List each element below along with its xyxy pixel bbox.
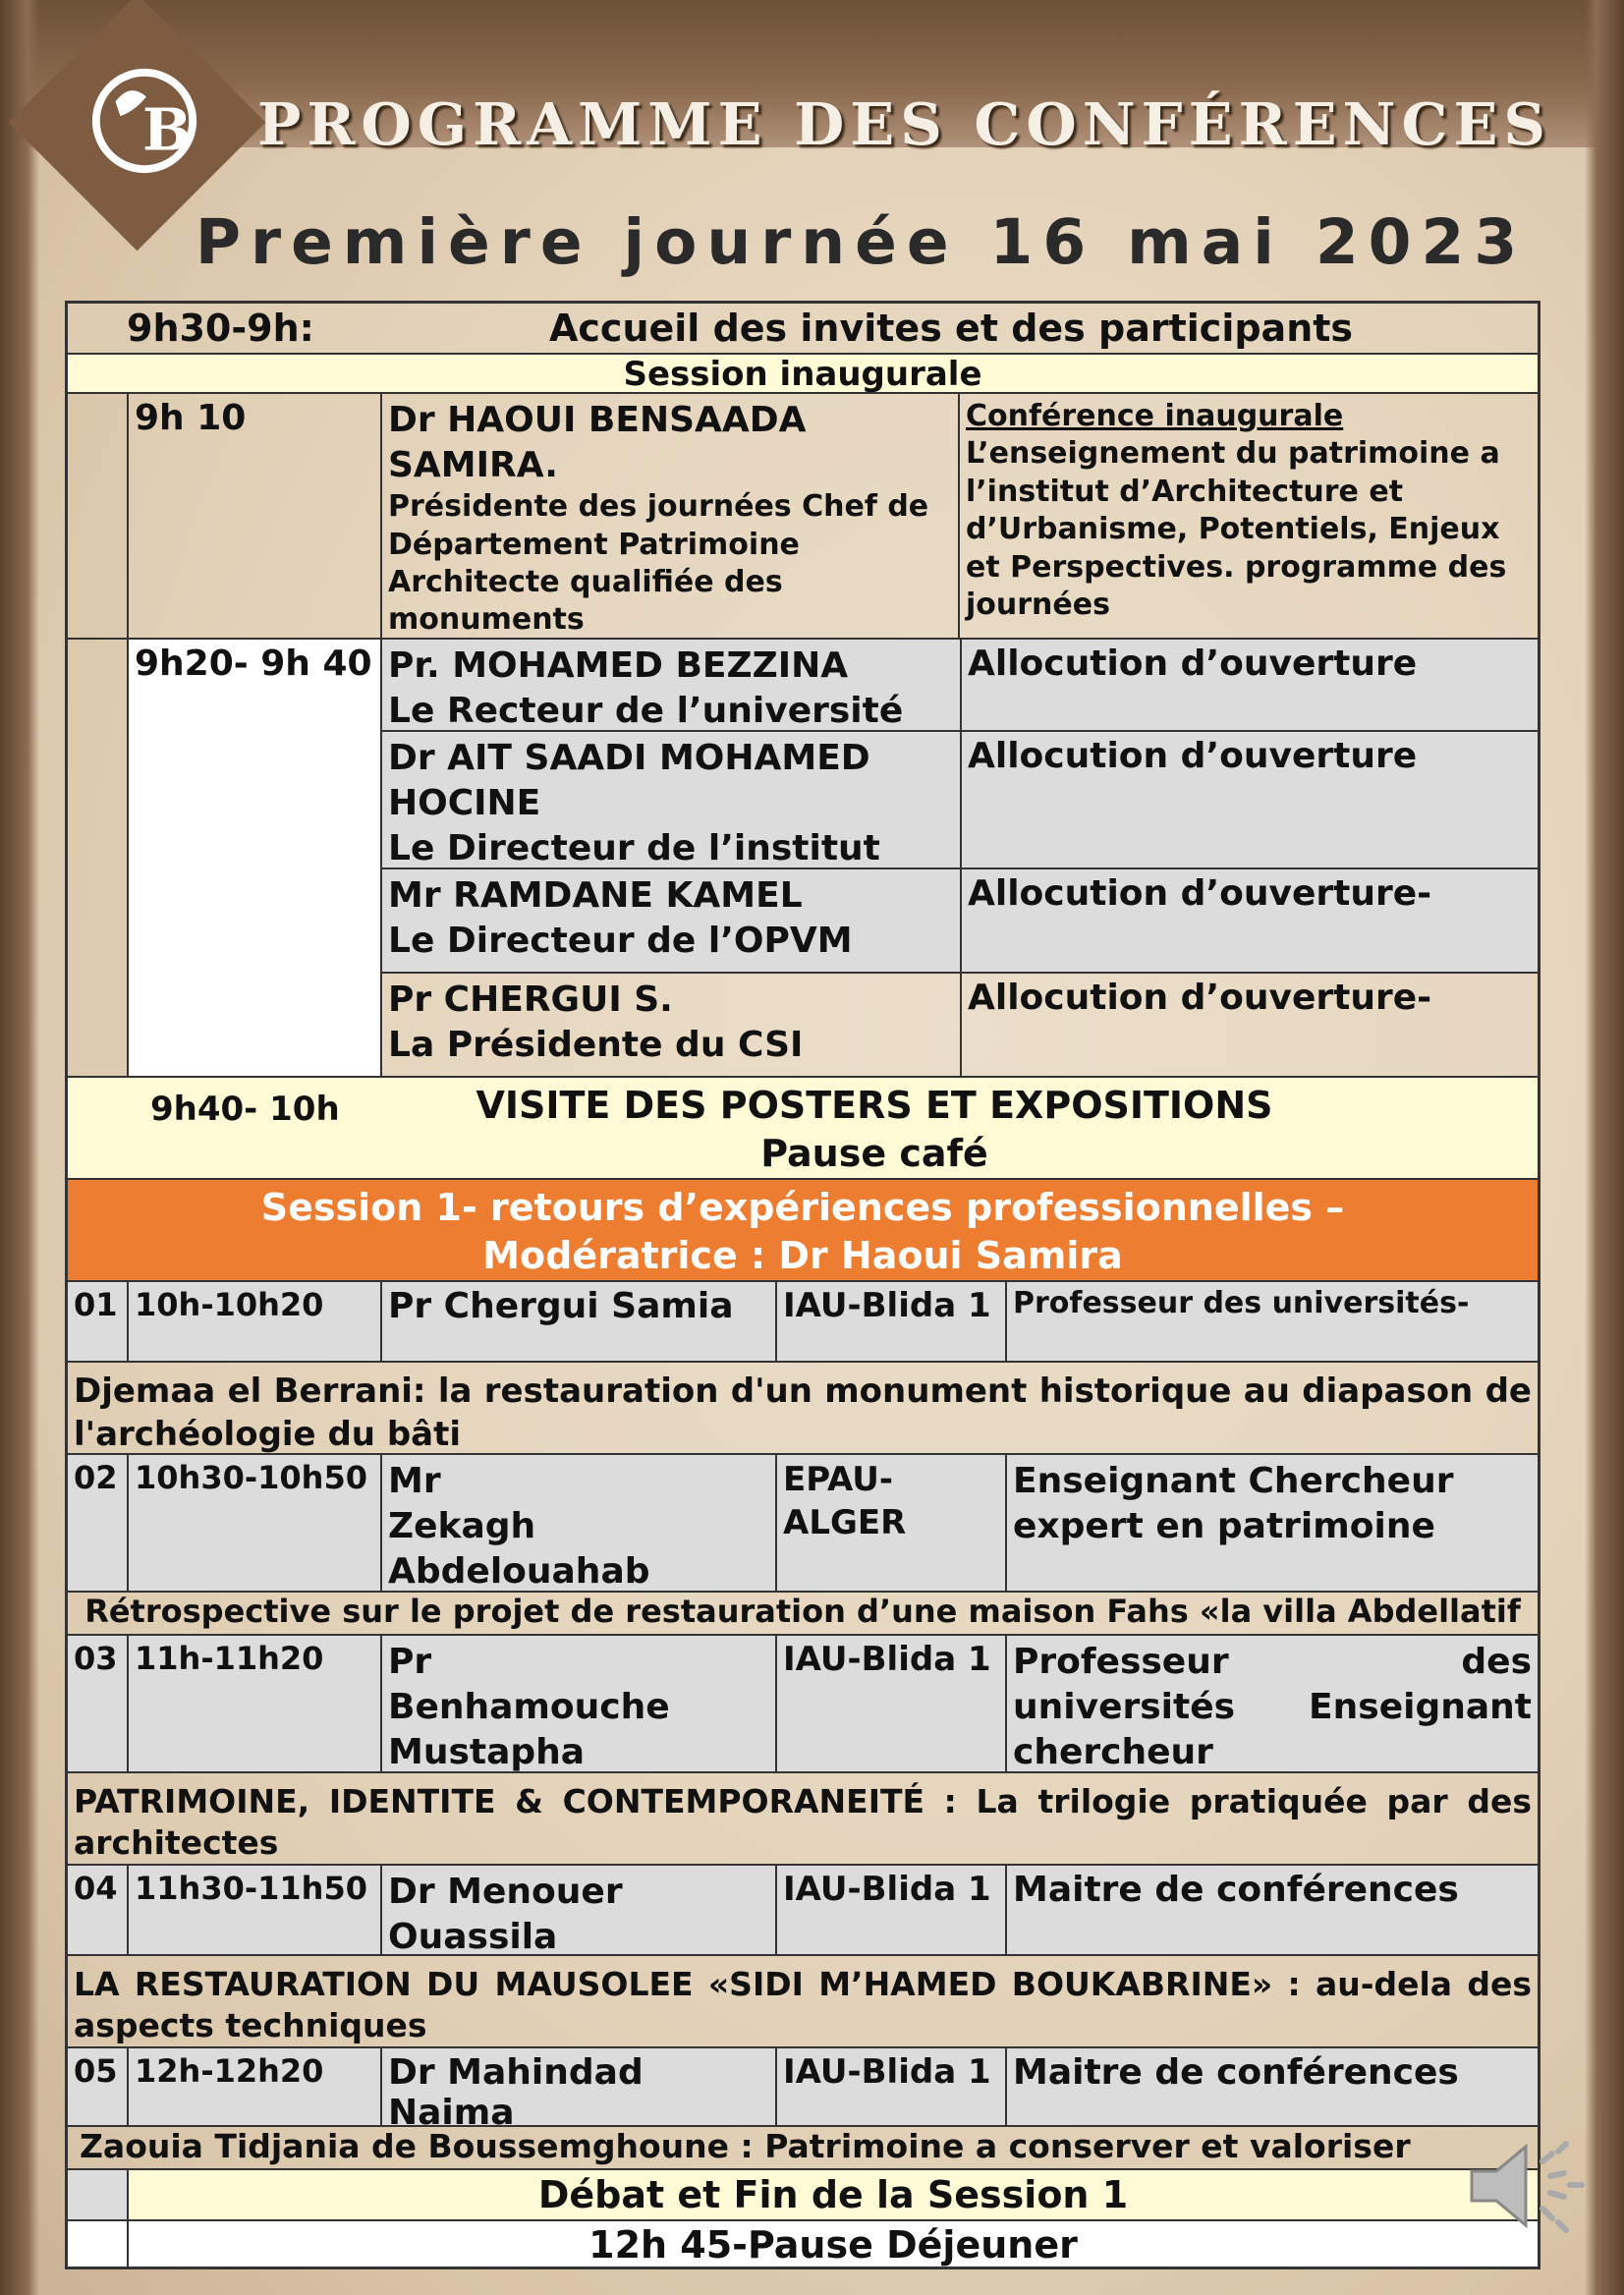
accueil-time: 9h30-9h:	[127, 307, 314, 350]
speaker-audio-icon[interactable]	[1462, 2132, 1590, 2240]
svg-text:B: B	[142, 95, 192, 164]
visite-row	[68, 1076, 1538, 1178]
talk-speaker: Dr Menouer Ouassila	[380, 1866, 775, 1954]
session-end: Débat et Fin de la Session 1	[127, 2170, 1538, 2219]
session-inaugurale-header	[68, 353, 1538, 392]
talk-time: 12h-12h20	[127, 2048, 380, 2125]
inaugural-topic: L’enseignement du patrimoine a l’institut d’Architecture et d’Urbanisme, Potentiels, Enjeux et Perspectives. programme des journées	[966, 436, 1507, 622]
opening-role: Le Directeur de l’institut	[388, 828, 880, 868]
opening-label: Allocution d’ouverture-	[960, 974, 1538, 1076]
lunch-row	[68, 2219, 1538, 2267]
talk-title: PATRIMOINE, IDENTITE & CONTEMPORANEITÉ : La trilogie pratiquée par des architectes	[74, 1782, 1532, 1863]
opening-role: Le Recteur de l’université	[388, 691, 904, 730]
talk-speaker: Dr Mahindad Naima	[380, 2048, 775, 2125]
pause-cafe: Pause café	[760, 1131, 988, 1175]
opening-row	[382, 972, 1538, 1076]
inaugural-topic-title: Conférence inaugurale	[966, 399, 1344, 433]
talk-row	[68, 1634, 1538, 1771]
talk-title-row	[68, 1361, 1538, 1453]
inaugural-time: 9h 10	[127, 394, 380, 638]
inaugural-conference-row	[68, 392, 1538, 638]
session1-title: Session 1- retours d’expériences professionnelles –	[260, 1186, 1345, 1229]
accueil-row	[68, 304, 1538, 353]
talk-number: 05	[74, 2052, 118, 2090]
opening-role: Le Directeur de l’OPVM	[388, 921, 853, 962]
accueil-label: Accueil des invites et des participants	[549, 307, 1354, 350]
opening-name: Mr RAMDANE KAMEL	[388, 875, 803, 916]
lunch-break: 12h 45-Pause Déjeuner	[127, 2221, 1538, 2267]
right-frame	[1585, 0, 1624, 2295]
talk-institution: EPAU-ALGER	[775, 1455, 1005, 1591]
session1-header	[68, 1178, 1538, 1280]
talk-institution: IAU-Blida 1	[775, 1866, 1005, 1954]
talk-number: 02	[74, 1459, 118, 1496]
session1-moderator: Modératrice : Dr Haoui Samira	[482, 1233, 1123, 1277]
inaugural-speaker: Dr HAOUI BENSAADA SAMIRA.	[388, 400, 807, 486]
talk-speaker: Pr Benhamouche Mustapha	[380, 1636, 775, 1771]
opening-time: 9h20- 9h 40	[127, 640, 380, 1076]
inaugural-speaker-detail: Présidente des journées Chef de Département Patrimoine Architecte qualifiée des monuments	[388, 489, 929, 638]
talk-title: Rétrospective sur le projet de restauration d’une maison Fahs «la villa Abdellatif	[84, 1593, 1521, 1630]
left-frame	[0, 0, 39, 2295]
talk-institution: IAU-Blida 1	[775, 1282, 1005, 1361]
talk-title-row	[68, 2125, 1538, 2168]
talk-row	[68, 1453, 1538, 1591]
talk-row	[68, 1280, 1538, 1361]
talk-speaker: Mr Zekagh Abdelouahab	[380, 1455, 775, 1591]
opening-row	[382, 640, 1538, 730]
program-table	[65, 301, 1540, 2269]
talk-row	[68, 1864, 1538, 1954]
opening-label: Allocution d’ouverture-	[960, 869, 1538, 972]
talk-speaker: Pr Chergui Samia	[380, 1282, 775, 1361]
opening-block	[68, 638, 1538, 1076]
talk-title-row	[68, 1771, 1538, 1864]
talk-role: Professeur des universités Enseignant chercheur	[1005, 1636, 1538, 1771]
talk-role: Enseignant Chercheur expert en patrimoine	[1005, 1455, 1538, 1591]
talk-title-row	[68, 1591, 1538, 1634]
day-heading: Première journée 16 mai 2023	[195, 206, 1528, 278]
talk-row	[68, 2046, 1538, 2125]
talk-time: 11h-11h20	[127, 1636, 380, 1771]
talk-number: 01	[74, 1286, 118, 1323]
talk-time: 10h-10h20	[127, 1282, 380, 1361]
talk-title: Djemaa el Berrani: la restauration d'un monument historique au diapason de l'archéologie du bâti	[74, 1371, 1532, 1453]
opening-row	[382, 730, 1538, 868]
opening-role: La Présidente du CSI	[388, 1025, 804, 1066]
opening-row	[382, 868, 1538, 972]
talk-number: 04	[74, 1870, 118, 1907]
talk-role: Maitre de conférences	[1005, 2048, 1538, 2125]
university-logo-icon	[86, 63, 202, 179]
opening-label: Allocution d’ouverture	[960, 640, 1538, 730]
talk-role: Maitre de conférences	[1005, 1866, 1538, 1954]
page-title: PROGRAMME DES CONFÉRENCES	[257, 90, 1552, 158]
opening-label: Allocution d’ouverture	[960, 732, 1538, 868]
talk-time: 10h30-10h50	[127, 1455, 380, 1591]
visite-title: VISITE DES POSTERS ET EXPOSITIONS	[476, 1084, 1273, 1127]
talk-title: Zaouia Tidjania de Boussemghoune : Patrimoine a conserver et valoriser	[80, 2127, 1411, 2165]
talk-role: Professeur des universités-	[1005, 1282, 1538, 1361]
opening-name: Pr. MOHAMED BEZZINA	[388, 645, 849, 686]
talk-title: LA RESTAURATION DU MAUSOLEE «SIDI M’HAMED BOUKABRINE» : au-dela des aspects techniques	[74, 1965, 1532, 2045]
talk-title-row	[68, 1954, 1538, 2046]
session-end-row	[68, 2168, 1538, 2219]
talk-institution: IAU-Blida 1	[775, 2048, 1005, 2125]
talk-institution: IAU-Blida 1	[775, 1636, 1005, 1771]
talk-time: 11h30-11h50	[127, 1866, 380, 1954]
session-inaugurale-title: Session inaugurale	[623, 355, 982, 392]
opening-name: Pr CHERGUI S.	[388, 980, 673, 1020]
opening-name: Dr AIT SAADI MOHAMED HOCINE	[388, 738, 870, 824]
talk-number: 03	[74, 1640, 118, 1677]
visite-time: 9h40- 10h	[150, 1090, 340, 1129]
